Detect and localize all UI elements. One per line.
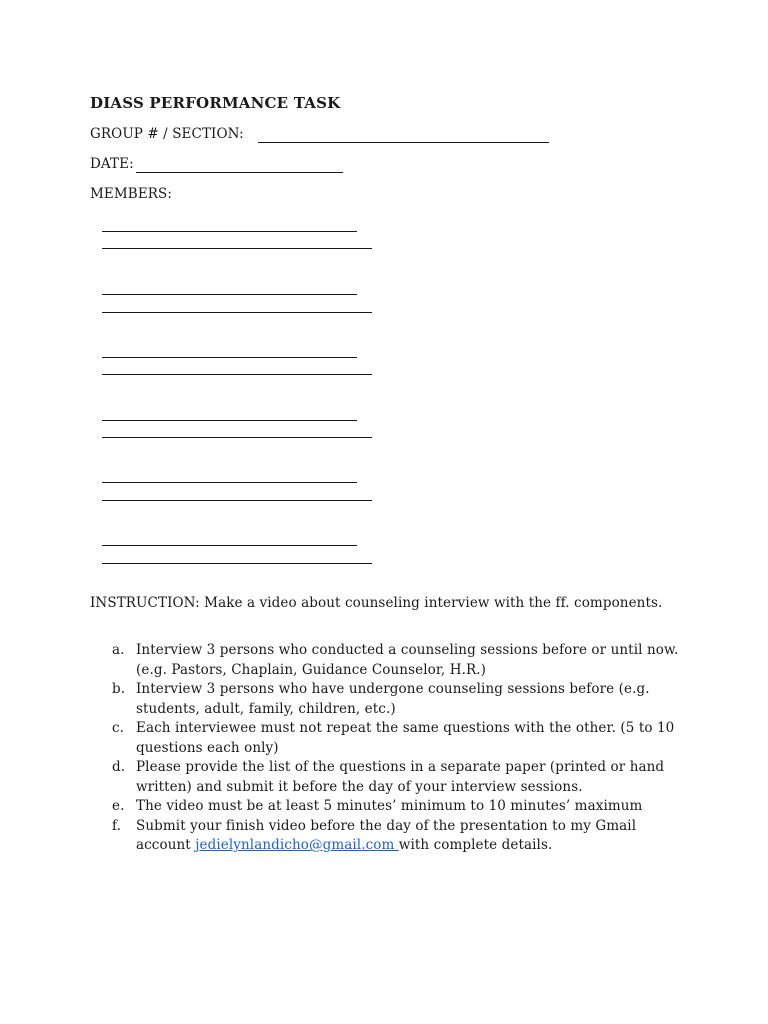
instruction-list	[90, 641, 690, 856]
list-item	[90, 641, 690, 680]
list-marker: f.	[112, 817, 122, 834]
date-field	[90, 156, 134, 172]
list-item-text: The video must be at least 5 minutes’ minimum to 10 minutes’ maximum	[136, 798, 643, 814]
member-blank-line	[102, 482, 357, 483]
instruction-text: INSTRUCTION: Make a video about counseling interview with the ff. components.	[90, 595, 663, 611]
group-section-label: GROUP # / SECTION:	[90, 126, 244, 142]
members-label: MEMBERS:	[90, 186, 173, 202]
member-blank-line	[102, 248, 372, 249]
document-title: DIASS PERFORMANCE TASK	[90, 94, 341, 112]
list-item	[90, 797, 690, 817]
members-field	[90, 186, 172, 202]
list-marker: b.	[112, 681, 126, 697]
email-link[interactable]: jedielynlandicho@gmail.com	[195, 837, 399, 853]
list-item	[90, 817, 690, 856]
member-blank-line	[102, 357, 357, 358]
list-item-text: Interview 3 persons who have undergone counseling sessions before (e.g. students, adult, family, children, etc.)	[136, 681, 650, 717]
member-blank-line	[102, 500, 372, 501]
list-item	[90, 758, 690, 797]
list-item	[90, 680, 690, 719]
date-label: DATE:	[90, 156, 134, 172]
list-marker: a.	[112, 642, 125, 658]
member-blank-line	[102, 312, 372, 313]
date-blank-line	[136, 172, 343, 173]
list-item-text: Interview 3 persons who conducted a counseling sessions before or until now. (e.g. Pastors, Chaplain, Guidance Counselor, H.R.)	[136, 642, 679, 678]
group-section-blank-line	[258, 142, 549, 143]
list-item	[90, 719, 690, 758]
member-blank-line	[102, 563, 372, 564]
member-blank-line	[102, 294, 357, 295]
group-section-field	[90, 126, 244, 142]
member-blank-line	[102, 231, 357, 232]
list-marker: e.	[112, 798, 125, 814]
list-item-text: Each interviewee must not repeat the same questions with the other. (5 to 10 questions each only)	[136, 720, 675, 756]
list-item-text-before: Submit your finish video before the day of the presentation to my Gmail account	[136, 817, 637, 853]
member-blank-line	[102, 545, 357, 546]
member-blank-line	[102, 420, 357, 421]
list-item-text: Please provide the list of the questions in a separate paper (printed or hand written) and submit it before the day of your interview sessions.	[136, 759, 665, 795]
list-item-text-after: with complete details.	[398, 837, 553, 853]
member-blank-line	[102, 437, 372, 438]
member-blank-line	[102, 374, 372, 375]
list-marker: d.	[112, 759, 126, 775]
list-marker: c.	[112, 720, 125, 736]
